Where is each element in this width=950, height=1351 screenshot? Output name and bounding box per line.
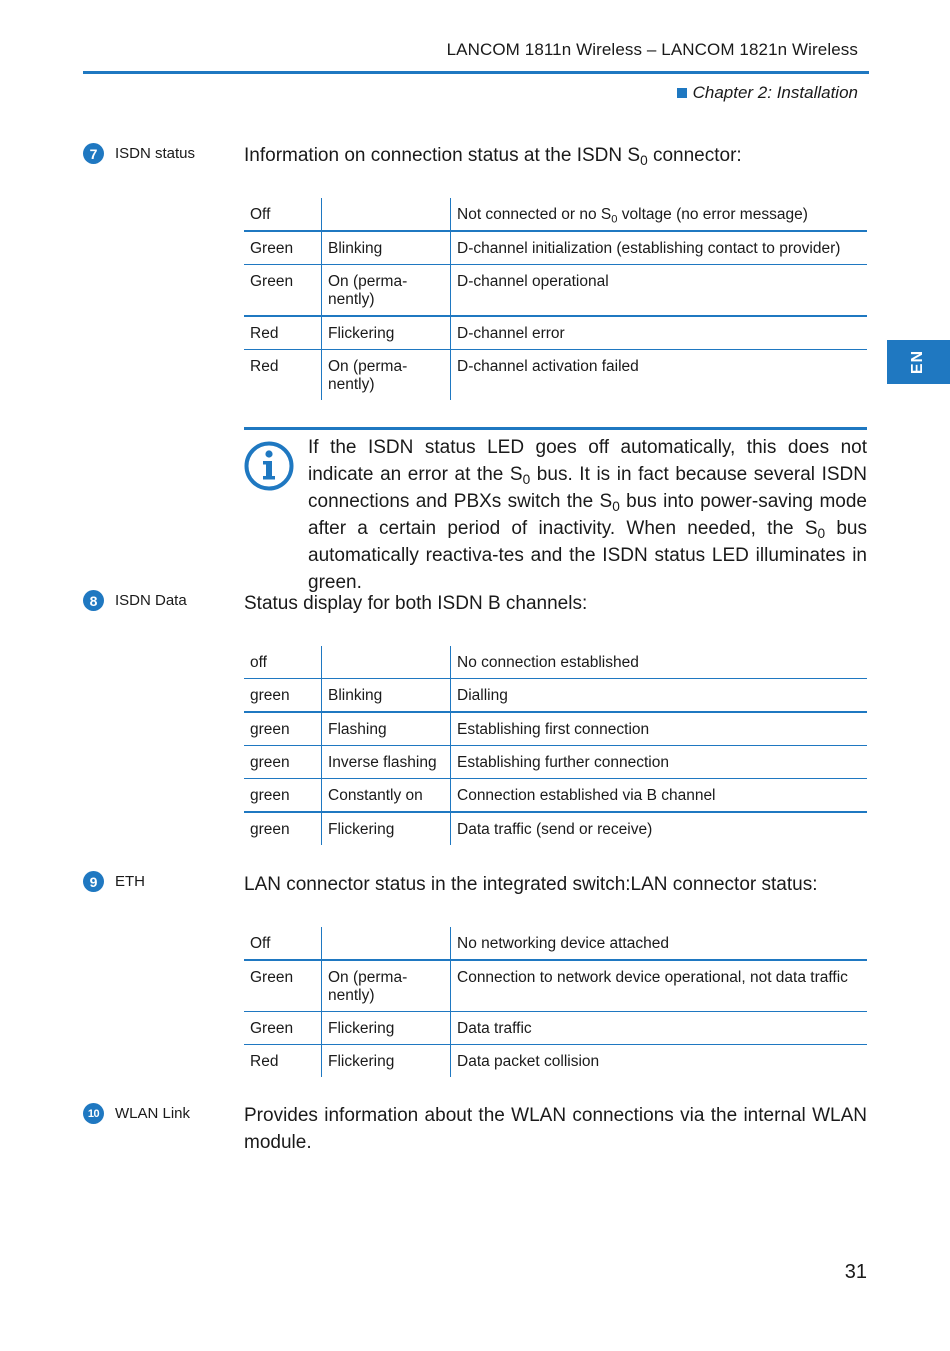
info-icon [243, 440, 295, 492]
led-meaning-cell: No networking device attached [457, 935, 669, 952]
led-state-cell [322, 927, 451, 960]
isdn-data-table [244, 646, 867, 845]
section-label: WLAN Link [115, 1105, 191, 1122]
language-tab-label: EN [909, 349, 927, 375]
note-subscript: 0 [817, 526, 826, 542]
table-row [244, 679, 867, 713]
running-header-title: LANCOM 1811n Wireless – LANCOM 1821n Wireless [446, 40, 858, 59]
isdn-status-lead [244, 142, 867, 169]
chapter-label [677, 83, 858, 103]
led-meaning-cell: Connection to network device operational, not data traffic [451, 960, 868, 1012]
led-meaning-cell: Data traffic (send or receive) [451, 812, 868, 845]
led-meaning-cell: D-channel operational [451, 265, 868, 317]
isdn-data-lead: Status display for both ISDN B channels: [244, 593, 588, 614]
lead-subscript: 0 [640, 153, 648, 169]
section-label: ISDN status [115, 145, 196, 162]
note-subscript: 0 [522, 472, 531, 488]
led-color-cell: green [244, 712, 322, 746]
language-tab [887, 340, 950, 384]
led-state-cell: Inverse flashing [322, 746, 451, 779]
table-row [244, 316, 867, 350]
led-state-cell: Flashing [322, 712, 451, 746]
led-meaning-cell [451, 198, 868, 231]
meaning-text: Not connected or no S [457, 206, 612, 223]
table-row [244, 746, 867, 779]
led-color-cell: Off [250, 206, 271, 223]
section-number-badge: 9 [83, 871, 104, 892]
led-color-cell: Green [244, 265, 322, 317]
table-row [244, 350, 867, 401]
led-state-cell: On (perma- nently) [322, 350, 451, 401]
note-segment: bus automatically reactiva-tes and the ISDN status LED illuminates in green. [308, 518, 867, 593]
led-meaning-cell: Establishing first connection [451, 712, 868, 746]
led-meaning-cell: Dialling [451, 679, 868, 713]
note-segment: If the ISDN status LED goes off automatically, this does not indicate an error at the S [308, 437, 867, 485]
table-row [244, 646, 867, 679]
section-marker-isdn-data [83, 590, 187, 611]
table-row [244, 231, 867, 265]
table-row [244, 812, 867, 845]
meaning-text-end: voltage (no error message) [617, 206, 808, 223]
led-color-cell: Red [244, 316, 322, 350]
led-color-cell: green [244, 779, 322, 813]
note-rule [244, 427, 867, 430]
led-color-cell: Red [244, 350, 322, 401]
page-number: 31 [844, 1261, 867, 1283]
led-meaning-cell: Connection established via B channel [451, 779, 868, 813]
led-state-cell: Flickering [322, 1045, 451, 1078]
led-state-cell: On (perma- nently) [322, 265, 451, 317]
led-state-cell: Constantly on [322, 779, 451, 813]
table-row [244, 1045, 867, 1078]
led-color-cell: Green [244, 231, 322, 265]
chapter-square-icon [677, 88, 687, 98]
led-meaning-cell: Establishing further connection [451, 746, 868, 779]
led-color-cell: Green [244, 960, 322, 1012]
table-row [244, 927, 867, 960]
section-marker-isdn-status [83, 143, 195, 164]
led-color-cell: green [244, 746, 322, 779]
led-state-cell: Flickering [322, 1012, 451, 1045]
table-row [244, 265, 867, 317]
wlan-lead: Provides information about the WLAN connections via the internal WLAN module. [244, 1105, 867, 1153]
led-state-cell: Blinking [322, 231, 451, 265]
led-color-cell: Off [250, 935, 271, 952]
led-meaning-cell: D-channel initialization (establishing contact to provider) [451, 231, 868, 265]
led-meaning-cell: Data traffic [451, 1012, 868, 1045]
lead-text-end: connector: [647, 145, 742, 166]
header-rule [83, 71, 869, 74]
lead-text: Information on connection status at the ISDN S [244, 145, 641, 166]
led-color-cell: Red [244, 1045, 322, 1078]
section-label: ETH [115, 873, 145, 890]
led-color-cell: Green [244, 1012, 322, 1045]
chapter-text: Chapter 2: Installation [692, 83, 858, 102]
led-meaning-cell: No connection established [457, 654, 639, 671]
eth-lead: LAN connector status in the integrated switch:LAN connector status: [244, 874, 818, 895]
isdn-status-table [244, 198, 867, 400]
table-row [244, 779, 867, 813]
led-color-cell: green [244, 812, 322, 845]
section-number-badge: 8 [83, 590, 104, 611]
section-number-badge: 7 [83, 143, 104, 164]
eth-table [244, 927, 867, 1077]
led-state-cell: On (perma- nently) [322, 960, 451, 1012]
led-state-cell [322, 646, 451, 679]
meaning-subscript: 0 [611, 213, 618, 226]
note-subscript: 0 [612, 499, 620, 515]
led-meaning-cell: Data packet collision [451, 1045, 868, 1078]
section-label: ISDN Data [115, 592, 187, 609]
note-text [308, 434, 867, 596]
table-row [244, 1012, 867, 1045]
led-state-cell: Flickering [322, 812, 451, 845]
led-state-cell [322, 198, 451, 231]
led-meaning-cell: D-channel error [451, 316, 868, 350]
note-segment: bus. It is in fact because several ISDN connections and PBXs switch the S [308, 464, 867, 512]
table-row [244, 960, 867, 1012]
led-meaning-cell: D-channel activation failed [451, 350, 868, 401]
table-row [244, 198, 867, 231]
led-color-cell: green [244, 679, 322, 713]
led-color-cell: off [250, 654, 267, 671]
table-row [244, 712, 867, 746]
section-marker-wlan-link [83, 1103, 190, 1124]
section-marker-eth [83, 871, 145, 892]
section-number-badge: 10 [83, 1103, 104, 1124]
led-state-cell: Blinking [322, 679, 451, 713]
led-state-cell: Flickering [322, 316, 451, 350]
note-segment: bus into power-saving mode after a certain period of inactivity. When needed, the S [308, 491, 867, 539]
